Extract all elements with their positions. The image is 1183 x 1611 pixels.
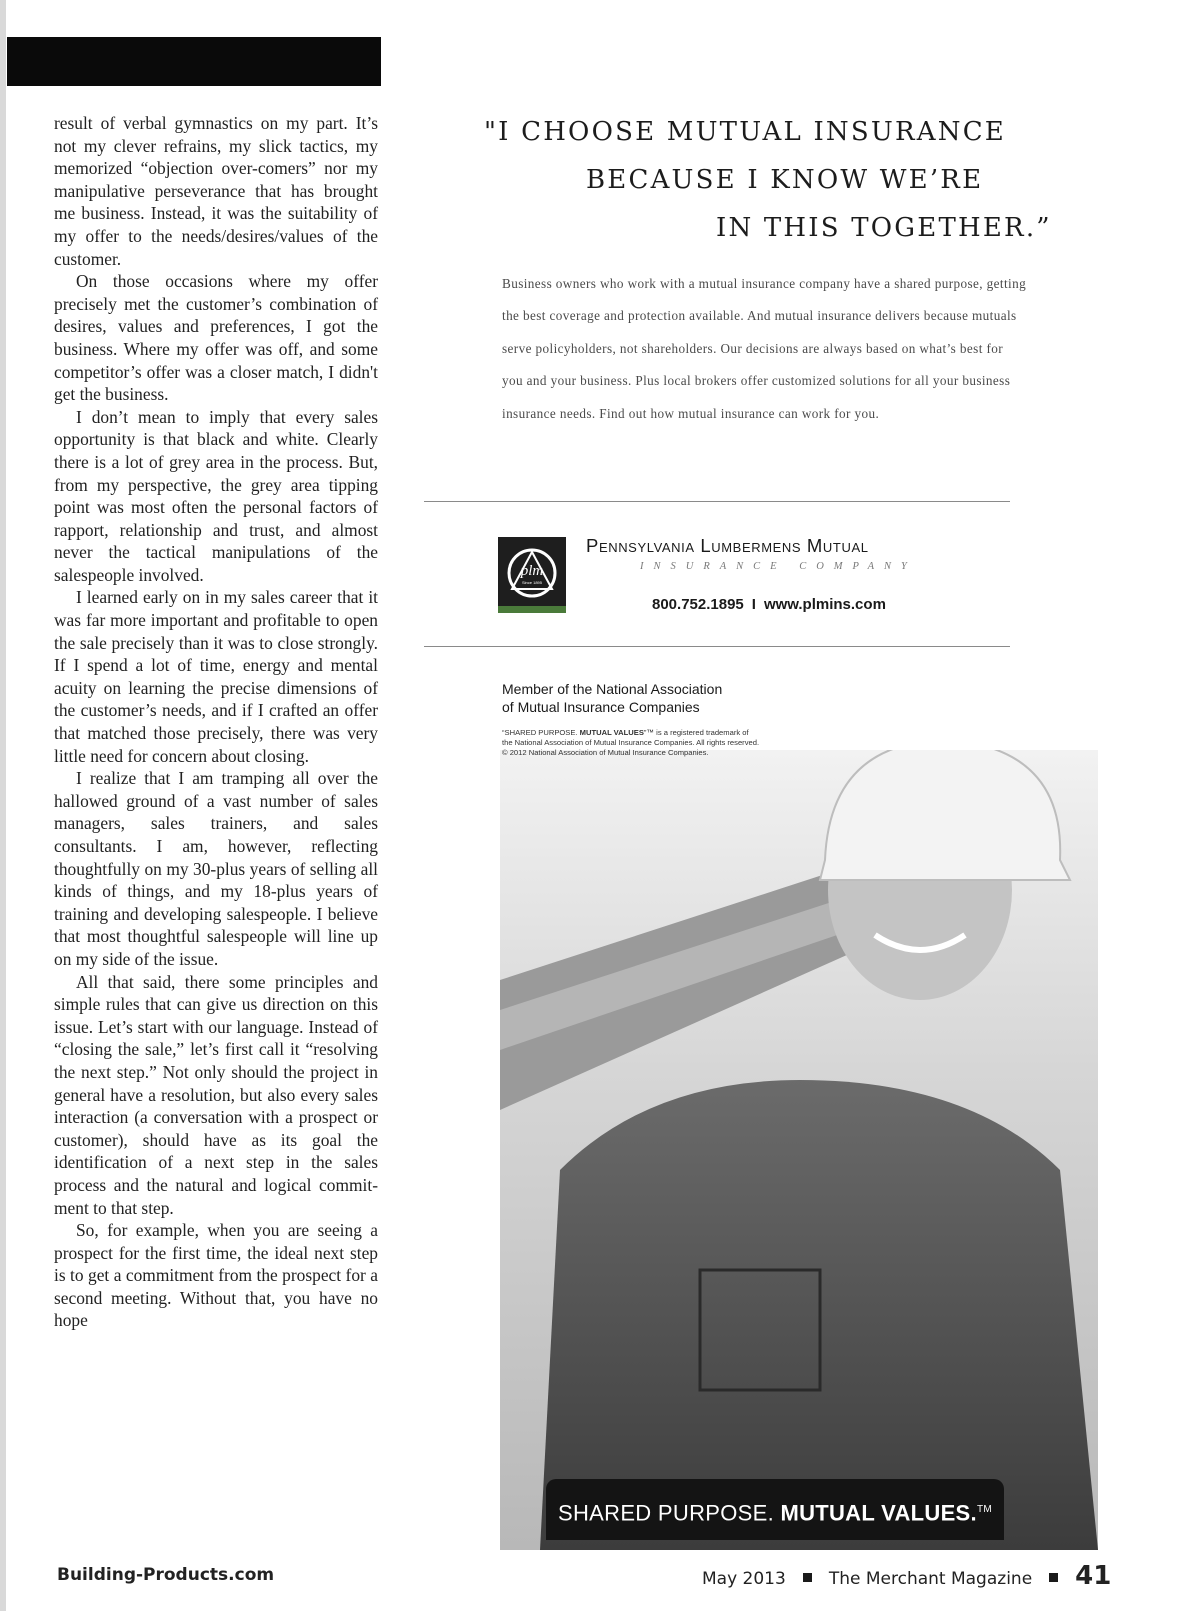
legal-notice [502,728,759,758]
legal-line: © 2012 National Association of Mutual Insurance Companies. [502,748,709,757]
square-bullet-icon [803,1573,812,1582]
tagline-banner [546,1479,1004,1540]
company-subtitle: INSURANCE COMPANY [640,561,917,572]
plm-logo [498,537,566,613]
member-line: Member of the National Association [502,681,723,697]
legal-text: ”™ is a registered trademark of [643,728,749,737]
article-paragraph: I learned early on in my sales career that it was far more important and profitable to open the sale precisely than it was to close strongly. If I spend a lot of time, energy and mental acuity on learning the precise dimensions of the customer’s needs, and if I crafted an offer that matched those precisely, there was very little need for concern about closing. [54,587,378,766]
ad-divider [424,501,1010,502]
article-paragraph: I realize that I am tramping all over the hallowed ground of a vast number of sales managers, sales trainers, and sales consultants. I am, however, reflecting thoughtfully on my 30-plus years of selling all kinds of things, and my 18-plus years of training and developing salespeople. I believe that most thoughtful salespeople will line up on my side of the issue. [54,768,378,969]
page-edge-rule [0,0,6,1611]
footer-date: May 2013 [702,1569,786,1589]
section-header-bar [7,37,381,86]
ad-divider [424,646,1010,647]
article-paragraph: So, for example, when you are seeing a prospect for the first time, the ideal next step is to get a commitment from the prospect for a second meeting. Without that, you have no hope [54,1220,378,1331]
logo-subtext: Since 1895 [521,580,543,585]
footer-website[interactable]: Building-Products.com [57,1565,275,1585]
article-paragraph: All that said, there some principles and simple rules that can give us direction on this issue. Let’s start with our language. Instead of “closing the sale,” let’s first call it “resolving the next step.” Not only should the project in general have a resolution, but also every sales interaction (a conversation with a prospect or customer), should have as its goal the identification of a next step in the sales process and the natural and logical commitment to that step. [54,971,378,1218]
worker-illustration [500,750,1098,1550]
phone-number: 800.752.1895 [652,596,744,613]
website-link[interactable]: www.plmins.com [763,596,886,613]
page-number: 41 [1075,1561,1112,1591]
footer-folio [702,1561,1111,1591]
company-name: Pennsylvania Lumbermens Mutual [586,535,869,556]
legal-trademark: MUTUAL VALUES [579,728,644,737]
trademark-mark: TM [976,1504,992,1515]
article-paragraph: I don’t mean to imply that every sales opportunity is that black and white. Clearly there is a lot of grey area in the process. But, from my perspective, the grey area tipping point was most often the personal factors of rapport, relationship and trust, and almost never the tactical manipulations of the salespeople involved. [54,406,378,585]
membership-note [502,680,722,716]
article-paragraph: result of verbal gymnastics on my part. It’s not my clever refrains, my slick tactics, my memorized “objection over-comers” nor my manipulative perseverance that has brought me business. Instead, it was the suitability of my offer to the needs/desires/values of the customer. [54,113,378,269]
legal-text: “SHARED PURPOSE. [502,728,578,737]
logo-text: plm [520,563,544,579]
ad-headline-line: BECAUSE I KNOW WE’RE [586,165,984,195]
ad-headline-line: "I CHOOSE MUTUAL INSURANCE [484,117,1006,147]
legal-line: the National Association of Mutual Insurance Companies. All rights reserved. [502,738,760,747]
hard-hat [820,750,1070,880]
tagline-part: SHARED PURPOSE. [558,1500,775,1526]
ad-body-copy: Business owners who work with a mutual insurance company have a shared purpose, getting the best coverage and protection available. And mutual insurance delivers because mutuals serve policyholders, not shareholders. Our decisions are always based on what’s best for you and your business. Plus local brokers offer customized solutions for all your business insurance needs. Find out how mutual insurance can work for you. [502,276,1027,421]
article-paragraph: On those occasions where my offer precisely met the customer’s combination of desires, values and preferences, I got the business. Where my offer was off, and some competitor’s offer was a closer match, I didn't get the business. [54,271,378,405]
logo-stripe [498,606,566,613]
ad-headline [474,108,1052,252]
tagline-bold: MUTUAL VALUES. [780,1500,977,1526]
article-column [54,112,378,1332]
square-bullet-icon [1049,1573,1058,1582]
ad-headline-line: IN THIS TOGETHER.” [716,213,1052,243]
footer-magazine: The Merchant Magazine [828,1569,1033,1589]
contact-line [652,596,886,613]
worker-photo [500,750,1098,1550]
plm-logo-icon [498,537,566,606]
contact-separator: I [751,596,756,613]
member-line: of Mutual Insurance Companies [502,699,700,715]
legal-line [502,728,759,738]
